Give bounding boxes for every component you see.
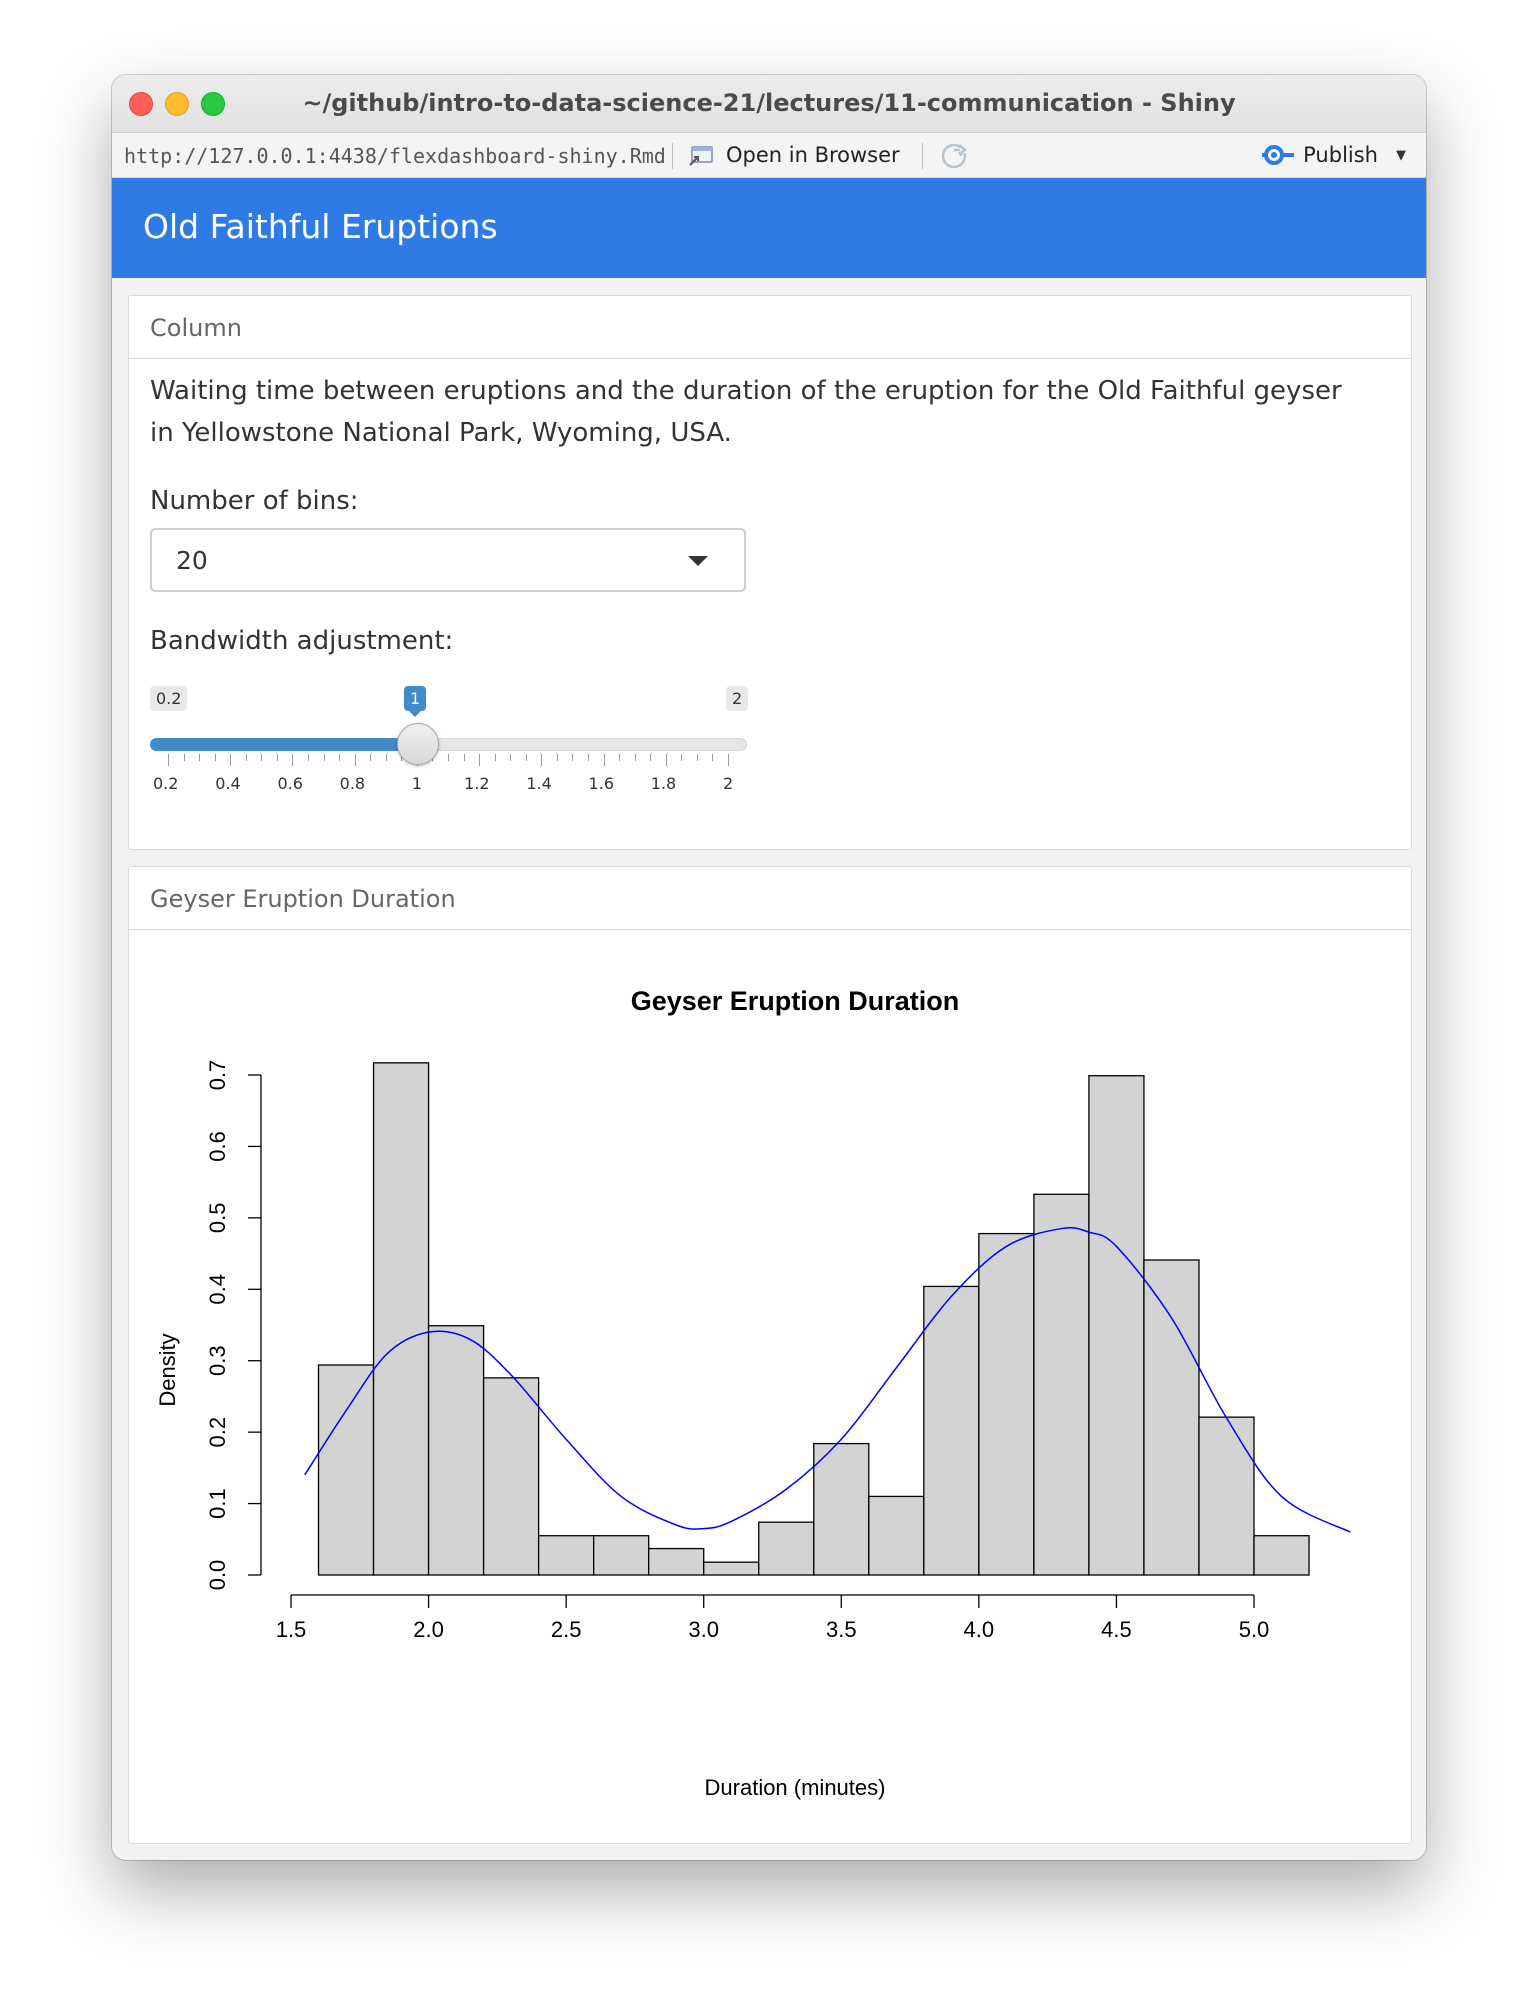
slider-tick xyxy=(479,754,480,766)
slider-handle[interactable] xyxy=(397,723,439,765)
y-tick-label: 0.6 xyxy=(205,1131,230,1162)
histogram-bar xyxy=(1089,1076,1144,1575)
slider-fill xyxy=(150,738,418,751)
slider-tick xyxy=(370,754,371,761)
histogram-bar xyxy=(1254,1536,1309,1575)
slider-tick xyxy=(292,754,293,766)
slider-tick-label: 1.6 xyxy=(588,774,614,793)
slider-tick xyxy=(510,754,511,761)
slider-tick-label: 0.2 xyxy=(153,774,179,793)
y-tick-label: 0.7 xyxy=(205,1059,230,1091)
y-tick-label: 0.0 xyxy=(205,1559,230,1591)
title-bar xyxy=(112,75,1426,133)
toolbar-divider xyxy=(672,143,673,169)
bins-select[interactable] xyxy=(150,528,746,592)
slider-tick xyxy=(386,754,387,761)
slider-tick xyxy=(541,754,542,766)
slider-tick xyxy=(355,754,356,766)
dashboard-title: Old Faithful Eruptions xyxy=(143,207,498,246)
inputs-card xyxy=(128,295,1412,850)
slider-tick xyxy=(572,754,573,761)
dashboard-navbar xyxy=(112,178,1426,278)
x-tick-label: 2.0 xyxy=(413,1617,444,1642)
slider-tick-label: 0.4 xyxy=(215,774,241,793)
histogram-bar xyxy=(814,1444,869,1575)
slider-tick-label: 0.6 xyxy=(277,774,303,793)
bandwidth-label: Bandwidth adjustment: xyxy=(150,626,454,656)
slider-tick xyxy=(557,754,558,761)
histogram-bar xyxy=(979,1234,1034,1575)
slider-tick-label: 1.4 xyxy=(526,774,552,793)
chart-title: Geyser Eruption Duration xyxy=(630,986,960,1016)
bandwidth-slider[interactable] xyxy=(150,686,750,806)
slider-tick xyxy=(324,754,325,761)
slider-tick xyxy=(168,754,169,766)
slider-tick xyxy=(728,754,729,766)
y-tick-label: 0.1 xyxy=(205,1488,230,1519)
slider-tick xyxy=(246,754,247,761)
slider-value-label: 1 xyxy=(404,686,426,711)
slider-tick xyxy=(712,754,713,761)
slider-min-label: 0.2 xyxy=(150,686,187,711)
histogram-bar xyxy=(484,1378,539,1575)
slider-tick xyxy=(464,754,465,761)
slider-tick xyxy=(277,754,278,761)
slider-tick xyxy=(230,754,231,766)
window-title: ~/github/intro-to-data-science-21/lectures/11-communication - Shiny xyxy=(302,89,1236,117)
histogram-bar xyxy=(1034,1194,1089,1575)
x-axis-label: Duration (minutes) xyxy=(704,1775,886,1800)
histogram-bar xyxy=(594,1536,649,1575)
histogram-bar xyxy=(924,1286,979,1575)
slider-tick xyxy=(666,754,667,766)
histogram-bar xyxy=(319,1365,374,1575)
slider-tick-label: 0.8 xyxy=(339,774,366,793)
slider-tick xyxy=(681,754,682,761)
slider-tick-label: 1.8 xyxy=(650,774,677,793)
histogram-bars xyxy=(319,1063,1310,1575)
y-tick-label: 0.2 xyxy=(205,1416,230,1448)
histogram-bar xyxy=(1144,1260,1199,1575)
slider-tick xyxy=(215,754,216,761)
x-tick-label: 3.5 xyxy=(825,1617,857,1642)
slider-tick-label: 2 xyxy=(723,774,734,793)
app-window xyxy=(112,75,1426,1860)
y-tick-label: 0.3 xyxy=(205,1345,230,1377)
slider-tick xyxy=(199,754,200,761)
open-in-browser-button[interactable] xyxy=(688,141,900,169)
dashboard-content xyxy=(112,278,1426,1860)
histogram-bar xyxy=(429,1326,484,1575)
slider-tick xyxy=(604,754,605,766)
x-tick-label: 1.5 xyxy=(275,1617,307,1642)
histogram-bar xyxy=(704,1562,759,1575)
slider-tick xyxy=(448,754,449,761)
slider-tick xyxy=(261,754,262,761)
histogram-bar xyxy=(759,1522,814,1575)
histogram-chart xyxy=(129,930,1411,1842)
slider-max-label: 2 xyxy=(726,686,748,711)
histogram-bar xyxy=(869,1496,924,1575)
viewer-toolbar xyxy=(112,133,1426,178)
x-tick-label: 4.5 xyxy=(1101,1617,1132,1642)
slider-tick xyxy=(339,754,340,761)
slider-tick xyxy=(526,754,527,761)
slider-tick xyxy=(495,754,496,761)
slider-tick-label: 1 xyxy=(411,774,423,793)
y-tick-label: 0.5 xyxy=(205,1202,230,1234)
publish-icon xyxy=(1261,142,1295,168)
x-tick-label: 3.0 xyxy=(688,1617,720,1642)
toolbar-divider xyxy=(922,143,923,169)
refresh-icon[interactable] xyxy=(939,141,969,171)
slider-tick xyxy=(184,754,185,761)
slider-tick xyxy=(635,754,636,761)
histogram-bar xyxy=(1199,1417,1254,1575)
y-axis-label: Density xyxy=(155,1333,180,1407)
open-browser-icon xyxy=(688,143,716,167)
description-text: Waiting time between eruptions and the duration of the eruption for the Old Faithful geyser in Yellowstone National Park, Wyoming, USA. xyxy=(150,376,1342,448)
bins-label: Number of bins: xyxy=(150,486,359,516)
chevron-down-icon[interactable]: ▼ xyxy=(1396,147,1406,163)
histogram-bar xyxy=(374,1063,429,1575)
chart-area xyxy=(129,930,1411,1842)
inputs-card-header: Column xyxy=(129,296,1411,359)
histogram-bar xyxy=(649,1549,704,1575)
slider-tick xyxy=(650,754,651,761)
dropdown-caret-icon xyxy=(688,556,708,566)
publish-label: Publish xyxy=(1303,143,1378,167)
slider-tick xyxy=(308,754,309,761)
slider-tick-label: 1.2 xyxy=(464,774,490,793)
url-field[interactable]: http://127.0.0.1:4438/flexdashboard-shiny.Rmd xyxy=(124,144,666,168)
y-tick-label: 0.4 xyxy=(205,1273,230,1305)
bins-selected-value: 20 xyxy=(176,546,208,575)
x-tick-label: 2.5 xyxy=(550,1617,582,1642)
slider-tick xyxy=(588,754,589,761)
slider-tick xyxy=(697,754,698,761)
publish-button[interactable] xyxy=(1261,142,1406,168)
slider-tick xyxy=(619,754,620,761)
chart-card-header: Geyser Eruption Duration xyxy=(129,867,1411,930)
open-in-browser-label: Open in Browser xyxy=(726,143,900,167)
histogram-bar xyxy=(539,1536,594,1575)
x-tick-label: 4.0 xyxy=(963,1617,995,1642)
chart-card xyxy=(128,866,1412,1844)
x-tick-label: 5.0 xyxy=(1238,1617,1270,1642)
